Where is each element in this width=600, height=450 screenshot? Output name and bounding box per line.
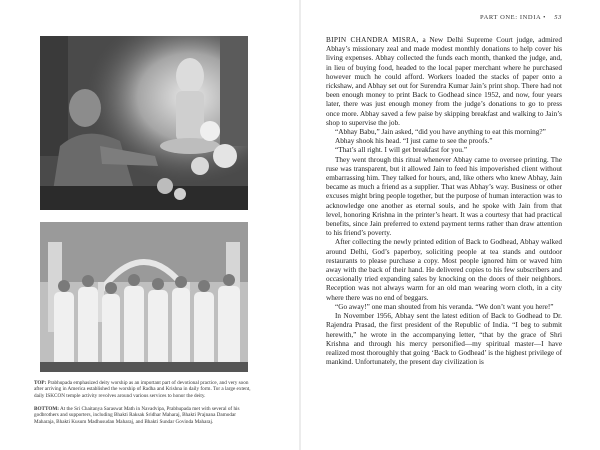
paragraph: After collecting the newly printed edition of Back to Godhead, Abhay walked around Delhi, God’s paperboy, soliciting people at tea stands and outdoor restaurants to please purchase a copy. Most people ignored him or waved him away with the back of their hand. He delivered copies to his few subscribers and occasionally tried expanding sales by knocking on the doors of their neighbors. Reception was not always warm for an old man wearing worn cloth, in a city where there was no end of beggars.: [326, 238, 562, 302]
running-head: [480, 14, 562, 21]
paragraph: “Abhay Babu,” Jain asked, “did you have anything to eat this morning?”: [335, 128, 546, 137]
caption-bottom-text: At the Sri Chaitanya Saraswat Math in Navadvipa, Prabhupada met with several of his godbrothers and supporters, including Bhakti Raksak Sridhar Maharaj, Bhakti Prajnana Damodar Maharaja, Bhakti Kusum Madhusudan Maharaj, and Bhakti Sundar Govinda Maharaj.: [34, 406, 240, 425]
paragraph: “That’s all right. I will get breakfast for you.”: [335, 146, 468, 155]
caption-top: [34, 380, 254, 399]
group-gate-photo: [40, 222, 248, 372]
caption-bottom: [34, 406, 254, 425]
paragraph: “Go away!” one man shouted from his veranda. “We don’t want you here!”: [335, 302, 554, 311]
paragraph-lead: BIPIN CHANDRA MISRA,: [326, 36, 419, 44]
group-gate-photo-art: [40, 222, 248, 372]
caption-bottom-label: BOTTOM:: [34, 406, 59, 412]
caption-top-text: Prabhupada emphasized deity worship as an important part of devotional practice, and very soon after arriving in America established the worship of Radha and Krishna in daily form. Tor a large extent, daily ISKCON temple activity revolves around various services to honor the deity.: [34, 380, 251, 399]
caption-top-label: TOP:: [34, 380, 47, 386]
paragraph: They went through this ritual whenever Abhay came to oversee printing. The ruse was transparent, but it allowed Jain to feed his impoverished client without embarrassing him. They talked for hours, and, like others who knew Abhay, Jain became as much a friend as a supplier. That was Abhay’s way. Business or other excuses might bring people together, but the purpose of human interaction was to acknowledge one another as eternal souls, and he spoke with Jain from that level, honoring Krishna in the printer’s heart. It was a courtesy that had practical benefits, since Jain preferred to extend payment terms rather than draw attention to his friend’s poverty.: [326, 155, 562, 238]
right-page: [300, 0, 600, 450]
paragraph: [326, 36, 562, 128]
body-text: [326, 36, 562, 367]
page-number: 53: [554, 14, 562, 21]
deity-worship-photo-art: [40, 36, 248, 210]
running-head-label: PART ONE: INDIA: [479, 14, 541, 21]
paragraph: Abhay shook his head. “I just came to see the proofs.”: [335, 137, 493, 146]
deity-worship-photo: [40, 36, 248, 210]
running-head-bullet: •: [543, 14, 547, 21]
paragraph: In November 1956, Abhay sent the latest edition of Back to Godhead to Dr. Rajendra Prasad, the first president of the Republic of India. “I beg to submit herewith,” he wrote in the accompanying letter, “that by the grace of Shri Krishna and through his mercy personified—my spiritual master—I have realized most thoroughly that going ‘Back to Godhead’ is the highest privilege of mankind. Unfortunately, the present day civilization is: [326, 312, 562, 367]
paragraph-text: a New Delhi Supreme Court judge, admired Abhay’s missionary zeal and made modest monthly donations to help cover his living expenses. Abhay collected the funds each month, thanked the judge, and, in lieu of buying food, headed to the local paper merchant where he purchased however much he could afford. Workers loaded the stacks of paper onto a rickshaw, and Abhay set out for Surendra Kumar Jain’s print shop. There had not been enough money to print Back to Godhead since 1952, and now, four years later, there was just enough money from the judge’s donations to go to press once more. Abhay saved a few paise by skipping breakfast and walking to Jain’s shop to supervise the job.: [326, 36, 562, 127]
